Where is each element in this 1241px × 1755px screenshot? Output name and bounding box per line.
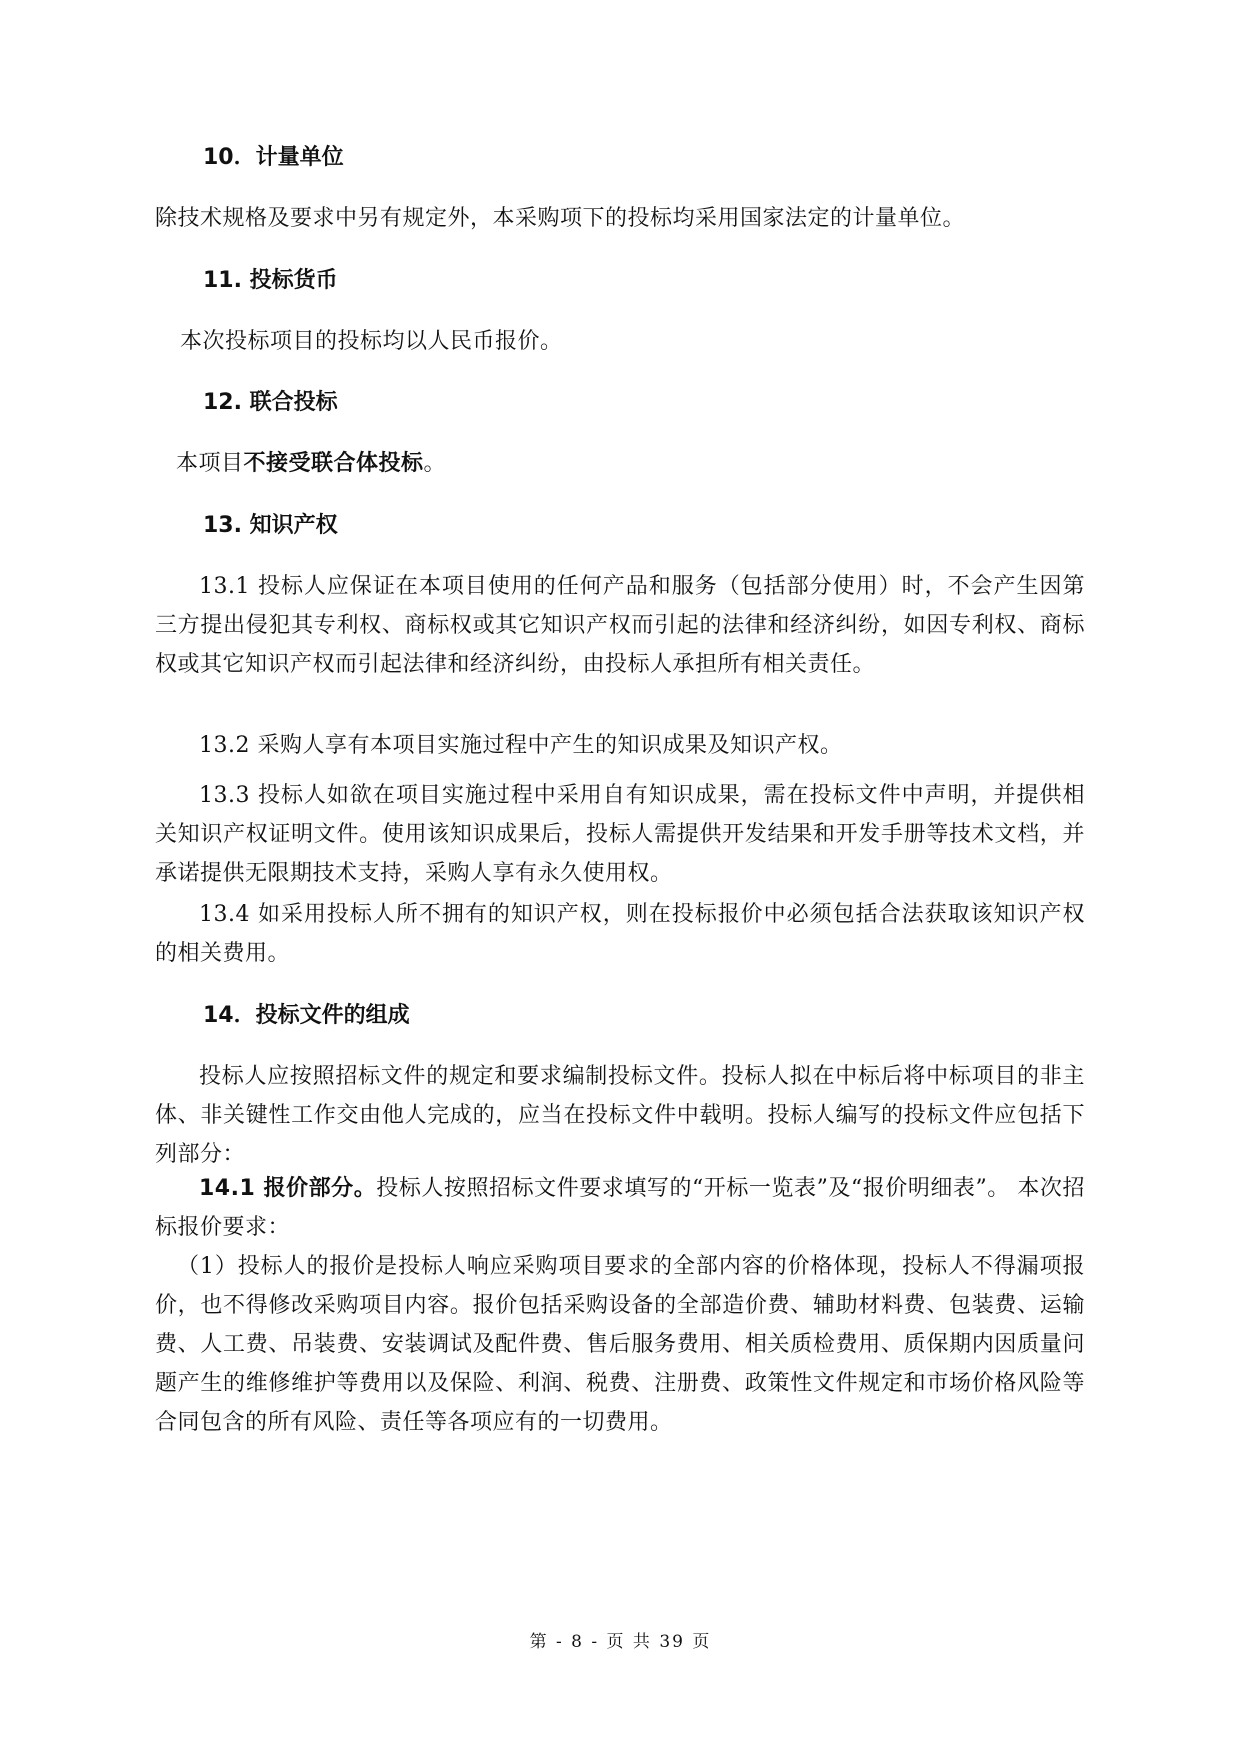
section-13-2: 13.2 采购人享有本项目实施过程中产生的知识成果及知识产权。 xyxy=(199,733,843,758)
section-14-1-title: 14.1 报价部分。 xyxy=(199,1176,377,1201)
section-10-heading: 10．计量单位 xyxy=(203,145,344,170)
section-14-1-item-1: （1）投标人的报价是投标人响应采购项目要求的全部内容的价格体现，投标人不得漏项报价，也不得修改采购项目内容。报价包括采购设备的全部造价费、辅助材料费、包装费、运输费、人工费、吊装费、安装调试及配件费、售后服务费用、相关质检费用、质保期内因质量问题产生的维修维护等费用以及保险、利润、税费、注册费、政策性文件规定和市场价格风险等合同包含的所有风险、责任等各项应有的一切费用。 xyxy=(155,1254,1085,1435)
section-12-body xyxy=(176,444,1106,483)
page-footer: 第 - 8 - 页 共 39 页 xyxy=(529,1632,712,1652)
section-12-body-suffix: 。 xyxy=(423,451,447,476)
section-12-heading: 12. 联合投标 xyxy=(203,390,338,415)
section-10-body: 除技术规格及要求中另有规定外，本采购项下的投标均采用国家法定的计量单位。 xyxy=(155,206,966,231)
section-13-4: 13.4 如采用投标人所不拥有的知识产权，则在投标报价中必须包括合法获取该知识产权的相关费用。 xyxy=(155,902,1085,966)
section-11-body: 本次投标项目的投标均以人民币报价。 xyxy=(180,329,563,354)
section-11-heading: 11. 投标货币 xyxy=(203,268,338,293)
section-12-body-emphasis: 不接受联合体投标 xyxy=(243,451,424,476)
section-14-1 xyxy=(155,1169,1085,1247)
section-13-1: 13.1 投标人应保证在本项目使用的任何产品和服务（包括部分使用）时，不会产生因第三方提出侵犯其专利权、商标权或其它知识产权而引起的法律和经济纠纷，如因专利权、商标权或其它知识产权而引起法律和经济纠纷，由投标人承担所有相关责任。 xyxy=(155,574,1085,677)
section-14-1-text: 投标人按照招标文件要求填写的“开标一览表”及“报价明细表”。 本次招标报价要求： xyxy=(155,1176,1085,1240)
section-14-intro: 投标人应按照招标文件的规定和要求编制投标文件。投标人拟在中标后将中标项目的非主体、非关键性工作交由他人完成的，应当在投标文件中载明。投标人编写的投标文件应包括下列部分： xyxy=(155,1064,1085,1167)
section-13-3: 13.3 投标人如欲在项目实施过程中采用自有知识成果，需在投标文件中声明，并提供相关知识产权证明文件。使用该知识成果后，投标人需提供开发结果和开发手册等技术文档，并承诺提供无限期技术支持，采购人享有永久使用权。 xyxy=(155,783,1085,886)
section-14-heading: 14．投标文件的组成 xyxy=(203,1003,410,1028)
section-12-body-prefix: 本项目 xyxy=(176,451,244,476)
section-13-heading: 13. 知识产权 xyxy=(203,513,338,538)
